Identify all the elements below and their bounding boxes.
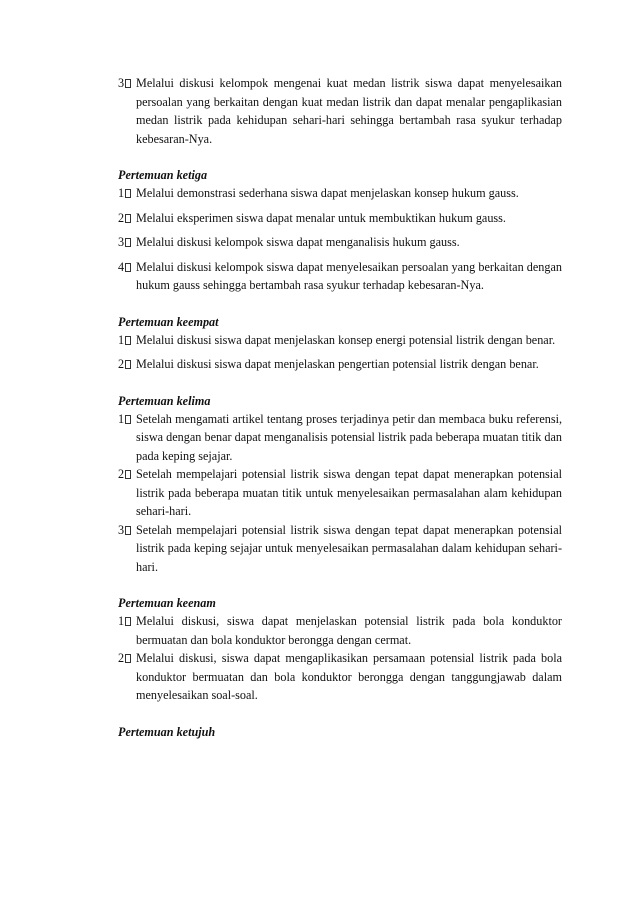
missing-glyph-icon (125, 360, 131, 369)
item-number: 4 (118, 258, 136, 277)
missing-glyph-icon (125, 470, 131, 479)
item-text: Melalui diskusi kelompok siswa dapat menyelesaikan persoalan yang berkaitan dengan hukum gauss sehingga bertambah rasa syukur terhadap kebesaran-Nya. (136, 259, 562, 292)
item-text: Melalui demonstrasi sederhana siswa dapat menjelaskan konsep hukum gauss. (136, 186, 519, 200)
item-text: Melalui diskusi siswa dapat menjelaskan pengertian potensial listrik dengan benar. (136, 357, 539, 371)
missing-glyph-icon (125, 654, 131, 663)
section-title-keenam: Pertemuan keenam (118, 596, 216, 610)
section-title-ketiga: Pertemuan ketiga (118, 168, 208, 182)
section-title-keempat: Pertemuan keempat (118, 314, 219, 329)
list-item (118, 258, 562, 295)
section-title-ketujuh: Pertemuan ketujuh (118, 724, 216, 739)
list-item (118, 465, 562, 521)
missing-glyph-icon (125, 79, 131, 88)
item-number: 1 (118, 184, 136, 203)
missing-glyph-icon (125, 263, 131, 272)
item-text: Melalui diskusi kelompok siswa dapat menganalisis hukum gauss. (136, 235, 460, 249)
item-text: Melalui diskusi, siswa dapat menjelaskan potensial listrik pada bola konduktor bermuatan dan bola konduktor berongga dengan cermat. (136, 614, 562, 647)
item-text: Melalui eksperimen siswa dapat menalar untuk membuktikan hukum gauss. (136, 210, 506, 225)
missing-glyph-icon (125, 617, 131, 626)
item-number: 3 (118, 74, 136, 93)
item-number: 1 (118, 331, 136, 350)
missing-glyph-icon (125, 238, 131, 247)
item-text: Setelah mengamati artikel tentang proses terjadinya petir dan membaca buku referensi, siswa dengan benar dapat menganalisis potensial listrik pada beberapa muatan titik dan pada keping sejajar. (136, 411, 562, 463)
missing-glyph-icon (125, 214, 131, 223)
item-number: 3 (118, 233, 136, 252)
missing-glyph-icon (125, 415, 131, 424)
list-item (118, 355, 562, 374)
item-number: 2 (118, 355, 136, 374)
list-item (118, 233, 562, 252)
item-number: 1 (118, 410, 136, 429)
item-text: Melalui diskusi, siswa dapat mengaplikasikan persamaan potensial listrik pada bola konduktor bermuatan dan bola konduktor berongga dengan tanggungjawab dalam menyelesaikan soal-soal. (136, 651, 562, 702)
item-number: 3 (118, 521, 136, 540)
section-title-kelima: Pertemuan kelima (118, 393, 211, 408)
item-text: Melalui diskusi siswa dapat menjelaskan konsep energi potensial listrik dengan benar. (136, 332, 556, 347)
document-page (118, 74, 562, 741)
list-item (118, 331, 562, 350)
list-item (118, 209, 562, 228)
missing-glyph-icon (125, 526, 131, 535)
item-text: Melalui diskusi kelompok mengenai kuat medan listrik siswa dapat menyelesaikan persoalan yang berkaitan dengan kuat medan listrik dan dapat menalar pengaplikasian medan listrik pada kehidupan sehari-hari sehingga bertambah rasa syukur terhadap kebesaran-Nya. (136, 76, 562, 146)
list-item (118, 521, 562, 577)
missing-glyph-icon (125, 189, 131, 198)
item-number: 1 (118, 612, 136, 631)
list-item (118, 612, 562, 649)
list-item (118, 649, 562, 705)
item-text: Setelah mempelajari potensial listrik siswa dengan tepat dapat menerapkan potensial listrik pada beberapa muatan titik untuk menyelesaikan permasalahan alam kehidupan sehari-hari. (136, 467, 562, 518)
list-item (118, 410, 562, 466)
list-item (118, 74, 562, 148)
item-number: 2 (118, 209, 136, 228)
list-item (118, 184, 562, 203)
item-number: 2 (118, 649, 136, 668)
missing-glyph-icon (125, 336, 131, 345)
item-number: 2 (118, 465, 136, 484)
item-text: Setelah mempelajari potensial listrik siswa dengan tepat dapat menerapkan potensial listrik pada keping sejajar untuk menyelesaikan permasalahan dalam kehidupan sehari-hari. (136, 522, 562, 574)
